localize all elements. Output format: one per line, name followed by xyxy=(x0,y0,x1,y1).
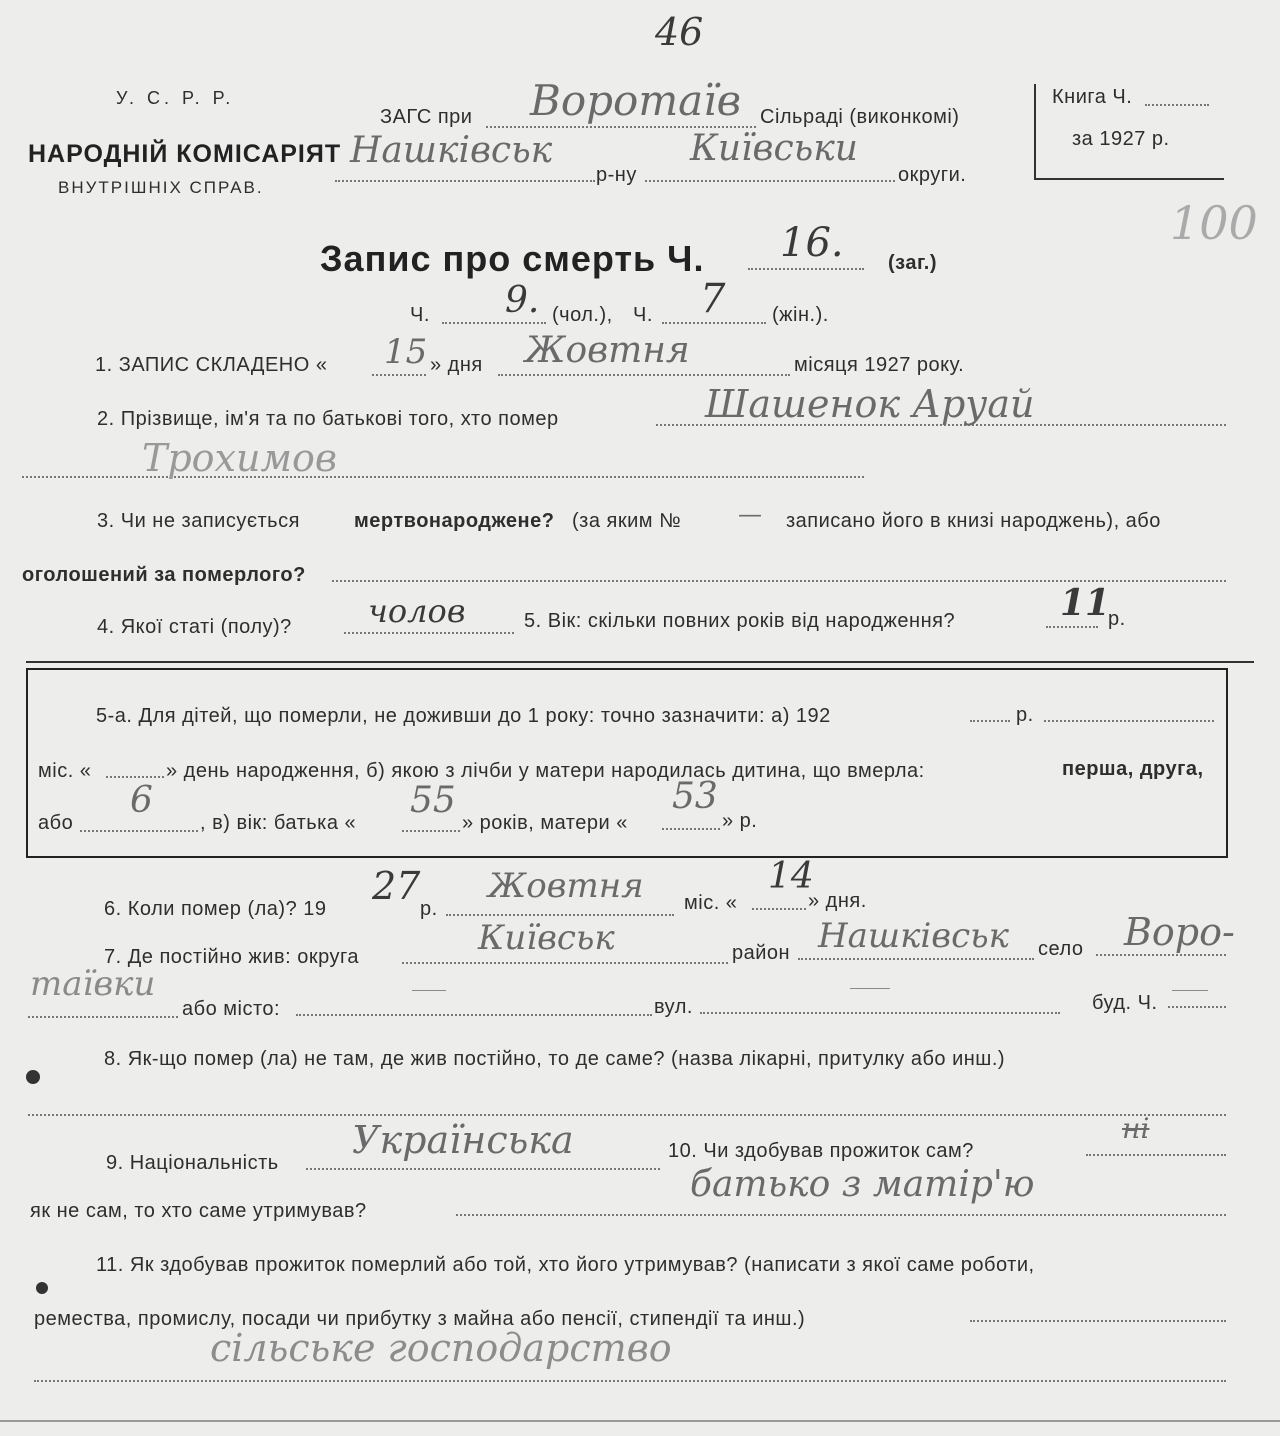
female-no-value: 7 xyxy=(700,276,726,322)
f6-year: 27 xyxy=(372,864,421,908)
f5a-line2-c: перша, друга, xyxy=(1062,758,1204,780)
f7-vul-line xyxy=(700,1012,1060,1014)
f7-selo-cont-line xyxy=(28,1016,178,1018)
f7-okruha: Київськ xyxy=(478,918,615,958)
zhin-label: (жін.). xyxy=(772,304,829,326)
f5a-day-line xyxy=(106,776,164,778)
f3-label-c: (за яким № xyxy=(572,510,682,532)
f5a-order-line xyxy=(80,830,198,832)
male-no-value: 9. xyxy=(505,280,540,321)
f1-day-line xyxy=(372,374,426,376)
f5-age: 11 xyxy=(1060,582,1111,624)
f5a-line2-a: міс. « xyxy=(38,760,92,782)
f3-label-d: записано його в книзі народжень), або xyxy=(786,510,1161,532)
book-label: Книга Ч. xyxy=(1052,86,1133,108)
f5a-line2-b: » день народження, б) якою з лічби у матери народилась дитина, що вмерла: xyxy=(166,760,925,782)
f7-bud-line xyxy=(1168,1006,1226,1008)
female-no-label: Ч. xyxy=(633,304,653,326)
f5-unit: р. xyxy=(1108,608,1126,630)
f11-line2: ремества, промислу, посади чи прибутку з майна або пенсії, стипендії та инш.) xyxy=(34,1308,806,1330)
f8-label: 8. Як-що помер (ла) не там, де жив постійно, то де саме? (назва лікарні, притулку або инш.) xyxy=(104,1048,1006,1070)
f7-vul-label: вул. xyxy=(654,996,693,1018)
f8-line xyxy=(28,1114,1226,1116)
page-bottom-edge xyxy=(0,1420,1280,1422)
ink-blot xyxy=(26,1070,40,1084)
book-year: за 1927 р. xyxy=(1072,128,1170,150)
f4-line xyxy=(344,632,514,634)
f11-line-b xyxy=(34,1380,1226,1382)
f10-supporter-line xyxy=(456,1214,1226,1216)
f10-line xyxy=(1086,1154,1226,1156)
f7-misto-dash xyxy=(412,990,446,991)
f7-okruha-line xyxy=(402,962,728,964)
okruha-header-value: Київськи xyxy=(690,128,858,169)
f1-mid: » дня xyxy=(430,354,483,376)
f5a-line1: 5-а. Для дітей, що померли, не доживши до 1 року: точно зазначити: а) 192 xyxy=(96,705,831,727)
f5a-line1-end: р. xyxy=(1016,704,1034,726)
f5a-father-line xyxy=(402,830,460,832)
zag-label: (заг.) xyxy=(888,252,938,274)
zags-value: Воротаїв xyxy=(530,76,742,125)
f5a-month-line xyxy=(1044,720,1214,722)
internal-affairs-label: ВНУТРІШНІХ СПРАВ. xyxy=(58,178,264,197)
f7-misto-line xyxy=(296,1014,652,1016)
male-no-label: Ч. xyxy=(410,304,430,326)
f7-rayon-line xyxy=(798,958,1034,960)
f1-month-line xyxy=(498,374,790,376)
f1-label: 1. ЗАПИС СКЛАДЕНО « xyxy=(95,354,328,376)
record-title: Запис про смерть Ч. xyxy=(320,238,705,279)
f2-value2: Трохимов xyxy=(142,436,337,480)
silradi-label: Сільраді (виконкомі) xyxy=(760,106,960,128)
f6-day-line xyxy=(752,908,806,910)
male-no-line xyxy=(442,322,546,324)
f3-label-b: мертвонароджене? xyxy=(354,510,555,532)
rayon-header-value: Нашківськ xyxy=(350,130,553,171)
f1-tail: місяця 1927 року. xyxy=(794,354,965,376)
f6-label: 6. Коли помер (ла)? 19 xyxy=(104,898,327,920)
f5a-line3-a: або xyxy=(38,812,74,834)
f4-label: 4. Якої статі (полу)? xyxy=(97,616,292,638)
f3-label-a: 3. Чи не записується xyxy=(97,510,300,532)
f5a-line3-b: , в) вік: батька « xyxy=(200,812,357,834)
f5-label: 5. Вік: скільки повних років від народження? xyxy=(524,610,956,632)
rnu-label: р-ну xyxy=(596,164,637,186)
f3-label-e: оголошений за померлого? xyxy=(22,564,306,586)
f7-bud-label: буд. Ч. xyxy=(1092,992,1158,1014)
f6-month: Жовтня xyxy=(488,866,644,906)
f2-label: 2. Прізвище, ім'я та по батькові того, хто помер xyxy=(97,408,559,430)
f6-month-line xyxy=(446,914,674,916)
f7-selo-label: село xyxy=(1038,938,1084,960)
f7-misto-label: або місто: xyxy=(182,998,281,1020)
f7-rayon: Нашківськ xyxy=(818,916,1009,956)
f7-selo-part2: таївки xyxy=(30,964,156,1004)
f5a-line3-d: » р. xyxy=(722,810,758,832)
page-number-handwritten: 46 xyxy=(655,10,704,54)
chol-label: (чол.), xyxy=(552,304,613,326)
rayon-header-line xyxy=(335,180,595,182)
f7-label: 7. Де постійно жив: округа xyxy=(104,946,359,968)
commissariat-title: НАРОДНІЙ КОМІСАРІЯТ xyxy=(28,140,342,168)
f1-month: Жовтня xyxy=(525,330,690,371)
female-no-line xyxy=(662,322,766,324)
okruhy-label: округи. xyxy=(898,164,967,186)
okruha-header-line xyxy=(645,180,895,182)
f5a-mother-age: 53 xyxy=(672,776,718,817)
f10-label-b: як не сам, то хто саме утримував? xyxy=(30,1200,367,1222)
f1-day: 15 xyxy=(384,332,428,372)
f11-line1: 11. Як здобував прожиток померлий або той, хто його утримував? (написати з якої саме роботи, xyxy=(96,1254,1035,1276)
f4-value: чолов xyxy=(368,592,466,630)
f9-value: Українська xyxy=(352,1118,574,1162)
ink-blot-2 xyxy=(36,1282,48,1294)
f7-selo-part1: Воро- xyxy=(1124,910,1235,954)
f5a-birth-order: 6 xyxy=(130,780,153,821)
f9-label: 9. Національність xyxy=(106,1152,279,1174)
f6-dnya: » дня. xyxy=(808,890,867,912)
f3-dash: — xyxy=(738,500,762,528)
side-note-handwritten: 100 xyxy=(1170,196,1258,250)
f11-value: сільське господарство xyxy=(210,1326,672,1370)
f6-mis: міс. « xyxy=(684,892,738,914)
f10-label: 10. Чи здобував прожиток сам? xyxy=(668,1140,974,1162)
f5-age-line xyxy=(1046,626,1098,628)
f5a-father-age: 55 xyxy=(410,780,456,821)
f7-rayon-label: район xyxy=(732,942,791,964)
f5a-mother-line xyxy=(662,828,720,830)
f10-supporter: батько з матір'ю xyxy=(690,1164,1035,1205)
zags-label: ЗАГС при xyxy=(380,106,473,128)
ussr-label: У. С. Р. Р. xyxy=(116,88,235,108)
f6-day: 14 xyxy=(768,856,814,897)
section-divider xyxy=(26,661,1254,663)
f10-value: ні xyxy=(1122,1112,1150,1145)
f5a-line3-c: » років, матери « xyxy=(462,812,628,834)
f6-r: р. xyxy=(420,898,438,920)
f7-bud-dash xyxy=(1172,990,1208,991)
record-number-line xyxy=(748,268,864,270)
f7-selo-line xyxy=(1096,954,1226,956)
record-number: 16. xyxy=(780,220,844,266)
f9-line xyxy=(306,1168,660,1170)
f7-vul-dash xyxy=(850,988,890,989)
book-number-line xyxy=(1145,104,1209,106)
f11-line-a xyxy=(970,1320,1226,1322)
f2-value1: Шашенок Аруай xyxy=(705,382,1035,426)
f5a-year-line xyxy=(970,720,1010,722)
